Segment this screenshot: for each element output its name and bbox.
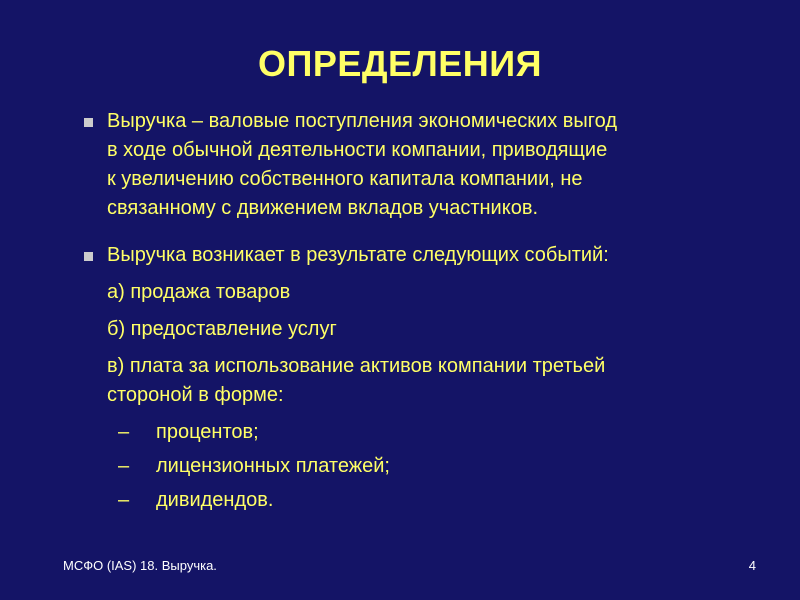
bullet-square-icon (84, 118, 93, 127)
definition-line: связанному с движением вкладов участников. (107, 197, 539, 219)
dash-marker: – (118, 421, 130, 443)
sub-item: лицензионных платежей; (156, 455, 390, 477)
definition-line: к увеличению собственного капитала компании, не (107, 168, 583, 190)
footer-text: МСФО (IAS) 18. Выручка. (63, 558, 217, 573)
bullet-square-icon (84, 252, 93, 261)
slide-title: ОПРЕДЕЛЕНИЯ (257, 43, 543, 84)
dash-marker: – (118, 455, 130, 477)
events-intro: Выручка возникает в результате следующих событий: (107, 244, 609, 266)
sub-item: дивидендов. (156, 489, 274, 511)
event-item: а) продажа товаров (107, 281, 291, 303)
definition-line: Выручка – валовые поступления экономических выгод (107, 110, 617, 132)
page-number: 4 (748, 558, 756, 573)
sub-item: процентов; (156, 421, 259, 443)
event-item: в) плата за использование активов компании третьей (107, 355, 606, 377)
event-item: б) предоставление услуг (107, 318, 337, 340)
dash-marker: – (118, 489, 130, 511)
definition-line: в ходе обычной деятельности компании, приводящие (107, 139, 608, 161)
event-item: стороной в форме: (107, 384, 284, 406)
